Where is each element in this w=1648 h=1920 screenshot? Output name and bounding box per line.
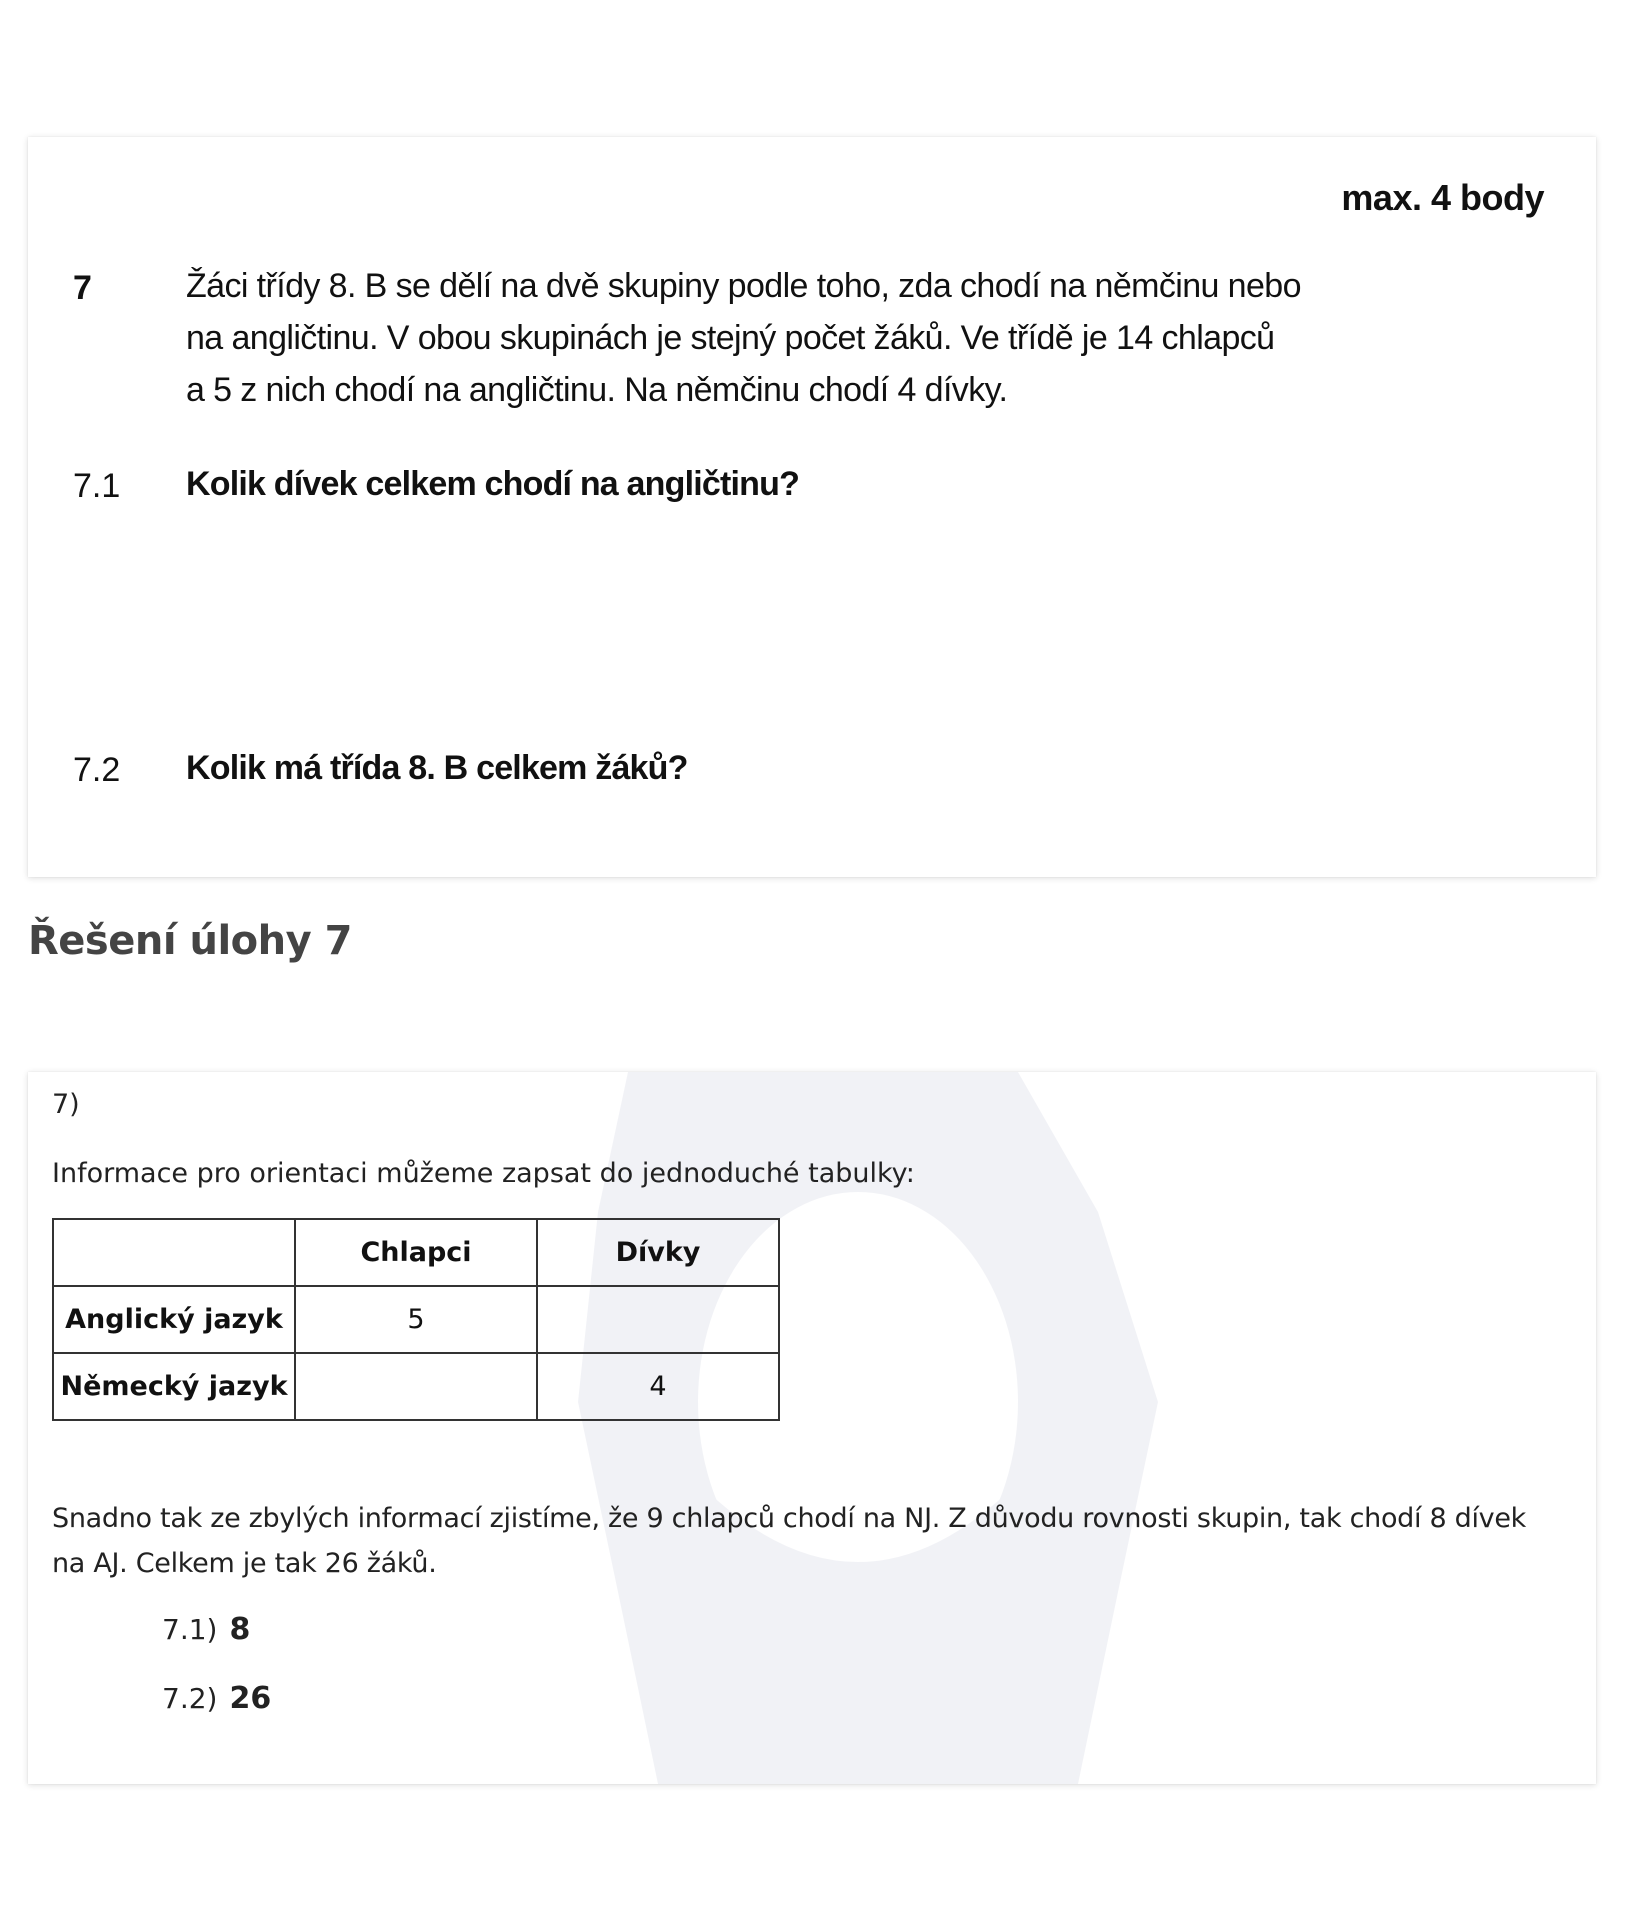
table-header-row xyxy=(53,1219,779,1286)
table-header-cell: Chlapci xyxy=(295,1219,537,1286)
table-row xyxy=(53,1353,779,1420)
task-line: a 5 z nich chodí na angličtinu. Na němčinu chodí 4 dívky. xyxy=(186,371,1008,409)
subquestion-2-text: Kolik má třída 8. B celkem žáků? xyxy=(186,749,688,787)
subquestion-1-text: Kolik dívek celkem chodí na angličtinu? xyxy=(186,465,800,503)
table-row xyxy=(53,1286,779,1353)
task-number: 7 xyxy=(73,269,92,307)
task-line: na angličtinu. V obou skupinách je stejný počet žáků. Ve třídě je 14 chlapců xyxy=(186,319,1275,357)
answer-value: 26 xyxy=(229,1681,272,1716)
explanation-line: na AJ. Celkem je tak 26 žáků. xyxy=(52,1548,437,1579)
explanation-line: Snadno tak ze zbylých informací zjistíme, že 9 chlapců chodí na NJ. Z důvodu rovnosti skupin, tak chodí 8 dívek xyxy=(52,1503,1527,1534)
table-cell: 5 xyxy=(295,1286,537,1353)
task-line: Žáci třídy 8. B se dělí na dvě skupiny podle toho, zda chodí na němčinu nebo xyxy=(186,267,1301,305)
table-row-label: Anglický jazyk xyxy=(53,1286,295,1353)
task-card xyxy=(28,137,1596,877)
answer-value: 8 xyxy=(229,1612,251,1647)
table-header-cell: Dívky xyxy=(537,1219,779,1286)
max-points: max. 4 body xyxy=(1341,177,1544,218)
subquestion-1-number: 7.1 xyxy=(73,467,121,505)
info-table xyxy=(52,1218,780,1421)
table-cell xyxy=(295,1353,537,1420)
answer-7-1 xyxy=(162,1612,250,1647)
answer-number: 7.1) xyxy=(162,1613,218,1646)
solution-card xyxy=(28,1072,1596,1784)
answer-number: 7.2) xyxy=(162,1682,218,1715)
table-row-label: Německý jazyk xyxy=(53,1353,295,1420)
table-header-cell xyxy=(53,1219,295,1286)
solution-label: 7) xyxy=(52,1089,80,1120)
answer-7-2 xyxy=(162,1681,271,1716)
table-cell xyxy=(537,1286,779,1353)
solution-heading: Řešení úlohy 7 xyxy=(28,918,352,964)
solution-explanation xyxy=(52,1496,1526,1586)
task-statement xyxy=(186,260,1476,416)
table-cell: 4 xyxy=(537,1353,779,1420)
subquestion-2-number: 7.2 xyxy=(73,751,121,789)
solution-intro: Informace pro orientaci můžeme zapsat do jednoduché tabulky: xyxy=(52,1158,915,1189)
